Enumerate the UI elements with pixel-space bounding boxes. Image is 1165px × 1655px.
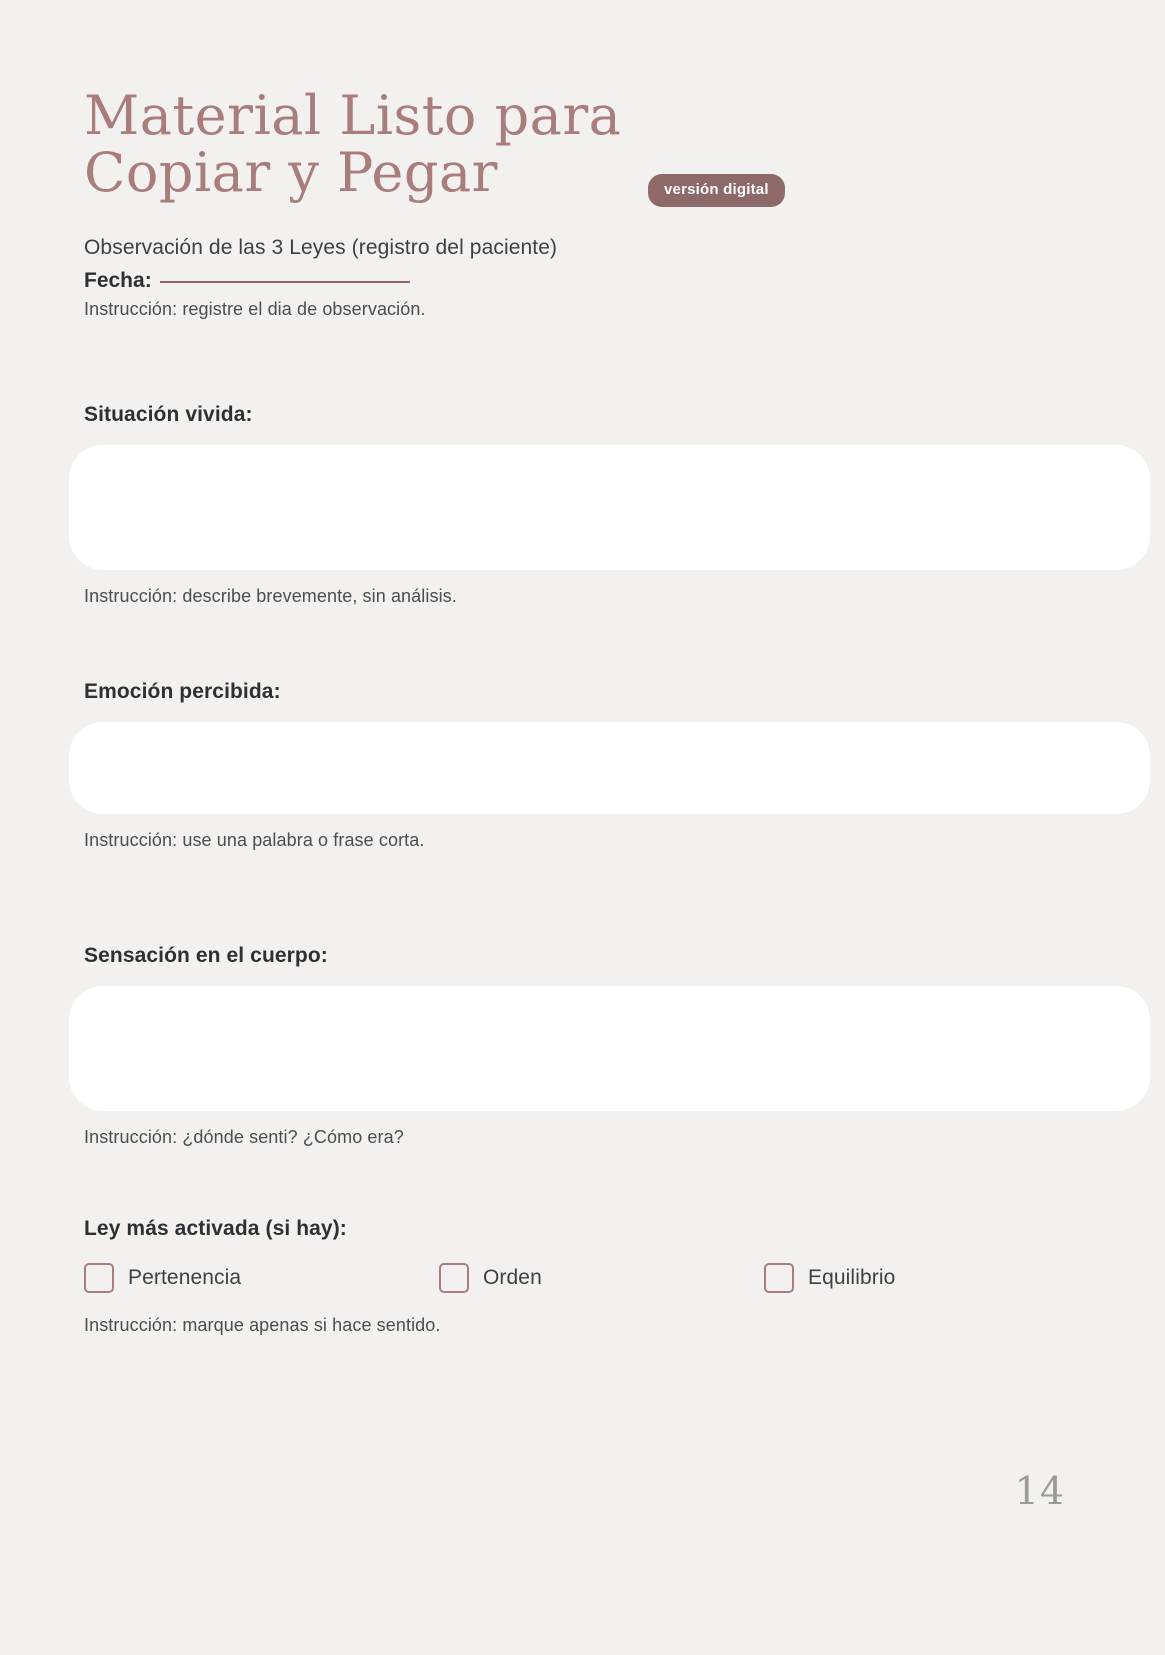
checkbox-label: Orden bbox=[483, 1266, 542, 1289]
section-label: Situación vivida: bbox=[84, 403, 253, 426]
section-ley-activada bbox=[84, 1217, 1144, 1336]
checkbox-icon[interactable] bbox=[84, 1263, 114, 1293]
section-instruction: Instrucción: marque apenas si hace sentido. bbox=[84, 1315, 441, 1335]
section-instruction: Instrucción: use una palabra o frase corta. bbox=[84, 830, 425, 850]
section-sensacion-cuerpo bbox=[84, 944, 1144, 1148]
date-input[interactable] bbox=[160, 280, 410, 283]
section-label: Ley más activada (si hay): bbox=[84, 1217, 347, 1240]
subtitle: Observación de las 3 Leyes (registro del paciente) bbox=[84, 236, 558, 259]
checkbox-icon[interactable] bbox=[439, 1263, 469, 1293]
section-situacion-vivida bbox=[84, 403, 1144, 607]
section-instruction: Instrucción: describe brevemente, sin análisis. bbox=[84, 586, 457, 606]
emocion-percibida-input[interactable] bbox=[69, 722, 1150, 814]
page-number: 14 bbox=[1014, 1469, 1065, 1513]
page-title bbox=[84, 84, 684, 204]
sensacion-cuerpo-input[interactable] bbox=[69, 986, 1150, 1111]
date-row bbox=[84, 269, 1084, 293]
page-title-line-1: Material Listo para bbox=[84, 84, 622, 147]
checkbox-label: Pertenencia bbox=[128, 1266, 242, 1289]
checkbox-option-equilibrio[interactable] bbox=[764, 1263, 895, 1293]
date-label: Fecha: bbox=[84, 269, 152, 292]
section-label: Sensación en el cuerpo: bbox=[84, 944, 328, 967]
checkbox-option-orden[interactable] bbox=[439, 1263, 764, 1293]
page-title-line-2: Copiar y Pegar bbox=[84, 140, 498, 204]
checkbox-icon[interactable] bbox=[764, 1263, 794, 1293]
status-badge: versión digital bbox=[648, 174, 785, 207]
section-instruction: Instrucción: ¿dónde senti? ¿Cómo era? bbox=[84, 1127, 404, 1147]
checkbox-label: Equilibrio bbox=[808, 1266, 896, 1289]
section-emocion-percibida bbox=[84, 680, 1144, 851]
page-header bbox=[84, 84, 1084, 204]
checkbox-option-pertenencia[interactable] bbox=[84, 1263, 439, 1293]
situacion-vivida-input[interactable] bbox=[69, 445, 1150, 570]
intro-block bbox=[84, 236, 1084, 320]
section-label: Emoción percibida: bbox=[84, 680, 281, 703]
date-instruction: Instrucción: registre el dia de observación. bbox=[84, 299, 426, 319]
law-options-row bbox=[84, 1263, 1144, 1293]
